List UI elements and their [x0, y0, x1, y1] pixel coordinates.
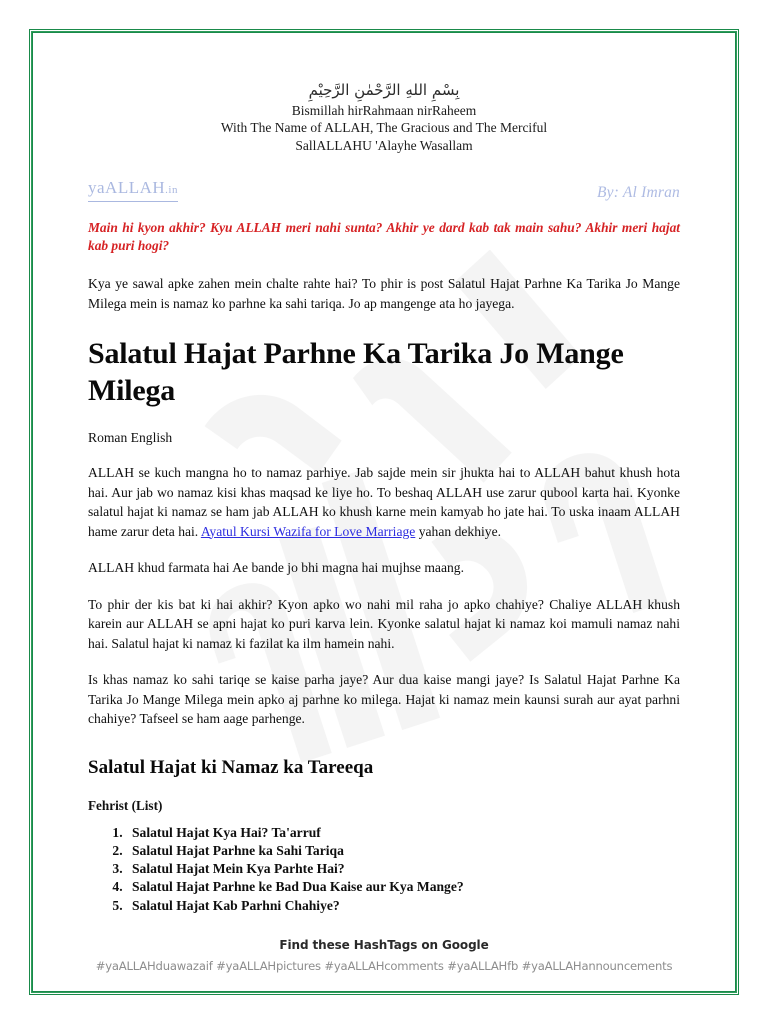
list-item[interactable] — [126, 897, 680, 915]
bismillah-header-block — [88, 102, 680, 155]
red-lead-question: Main hi kyon akhir? Kyu ALLAH meri nahi sunta? Akhir ye dard kab tak main sahu? Akhir meri hajat kab puri hogi? — [88, 220, 680, 253]
list-item-label: Salatul Hajat Parhne ka Sahi Tariqa — [132, 842, 344, 858]
list-item[interactable] — [126, 860, 680, 878]
site-logo-tld: .in — [165, 184, 178, 196]
body-paragraph-1 — [88, 463, 680, 541]
document-content — [88, 82, 680, 915]
bismillah-arabic: بِسْمِ اللهِ الرَّحْمٰنِ الرَّحِيْمِ — [308, 81, 460, 99]
ayatul-kursi-wazifa-link[interactable]: Ayatul Kursi Wazifa for Love Marriage — [200, 523, 416, 539]
section-subtitle: Salatul Hajat ki Namaz ka Tareeqa — [88, 756, 374, 778]
footer-find-label: Find these HashTags on Google — [279, 938, 489, 952]
bismillah-roman: Bismillah hirRahmaan nirRaheem — [291, 102, 477, 118]
footer-hashtags: #yaALLAHduawazaif #yaALLAHpictures #yaALLAHcomments #yaALLAHfb #yaALLAHannouncements — [95, 959, 673, 973]
language-label: Roman English — [88, 430, 173, 445]
list-item-label: Salatul Hajat Parhne ke Bad Dua Kaise aur Kya Mange? — [132, 879, 464, 895]
paragraph-1-text-before-link: ALLAH se kuch mangna ho to namaz parhiye. Jab sajde mein sir jhukta hai to ALLAH bahut khush hota hai. Aur jab wo namaz kisi khas maqsad ke liye ho. To beshaq ALLAH use zarur qubool karta hai. Kyonke salatul hajat ki namaz se ham jab ALLAH ko khush karne mein kamyab ho jate hai. To uska inaam ALLAH hame zarur deta hai. — [88, 465, 680, 539]
salutation: SallALLAHU 'Alayhe Wasallam — [295, 137, 473, 153]
site-logo-name: yaALLAH — [88, 178, 166, 197]
list-item[interactable] — [126, 824, 680, 842]
site-logo[interactable] — [88, 178, 178, 202]
paragraph-1-text-after-link: yahan dekhiye. — [415, 523, 501, 539]
fehrist-label: Fehrist (List) — [88, 797, 163, 813]
author-credit: By: Al Imran — [596, 184, 680, 201]
body-paragraph-2: ALLAH khud farmata hai Ae bande jo bhi magna hai mujhse maang. — [88, 560, 464, 575]
fehrist-list — [88, 824, 680, 915]
byline-row — [88, 176, 680, 202]
list-item-label: Salatul Hajat Kab Parhni Chahiye? — [132, 897, 340, 913]
body-paragraph-3: To phir der kis bat ki hai akhir? Kyon apko wo nahi mil raha jo apko chahiye? Chaliye ALLAH khush karein aur ALLAH se apni hajat ko puri karva lein. Kyonke salatul hajat ki namaz koi mamuli namaz nahi hai. Salatul hajat ki namaz ki fazilat ka ilm hamein nahi. — [88, 596, 680, 651]
bismillah-translation: With The Name of ALLAH, The Gracious and The Merciful — [220, 120, 548, 135]
body-paragraph-4: Is khas namaz ko sahi tariqe se kaise parha jaye? Aur dua kaise mangi jaye? Is Salatul Hajat Parhne Ka Tarika Jo Mange Milega mein apko aj parhne ko milega. Hajat ki namaz mein kaunsi surah aur ayat parhni chahiye? Tafseel se ham aage parhenge. — [88, 672, 680, 726]
page-title: Salatul Hajat Parhne Ka Tarika Jo Mange Milega — [88, 337, 624, 407]
list-item[interactable] — [126, 878, 680, 896]
page-footer — [88, 938, 680, 973]
intro-paragraph: Kya ye sawal apke zahen mein chalte rahte hai? To phir is post Salatul Hajat Parhne Ka Tarika Jo Mange Milega mein is namaz ko parhne ka sahi tariqa. Jo ap mangenge ata ho jayega. — [88, 276, 680, 311]
list-item-label: Salatul Hajat Mein Kya Parhte Hai? — [132, 861, 345, 877]
list-item[interactable] — [126, 842, 680, 860]
list-item-label: Salatul Hajat Kya Hai? Ta'arruf — [132, 824, 321, 840]
